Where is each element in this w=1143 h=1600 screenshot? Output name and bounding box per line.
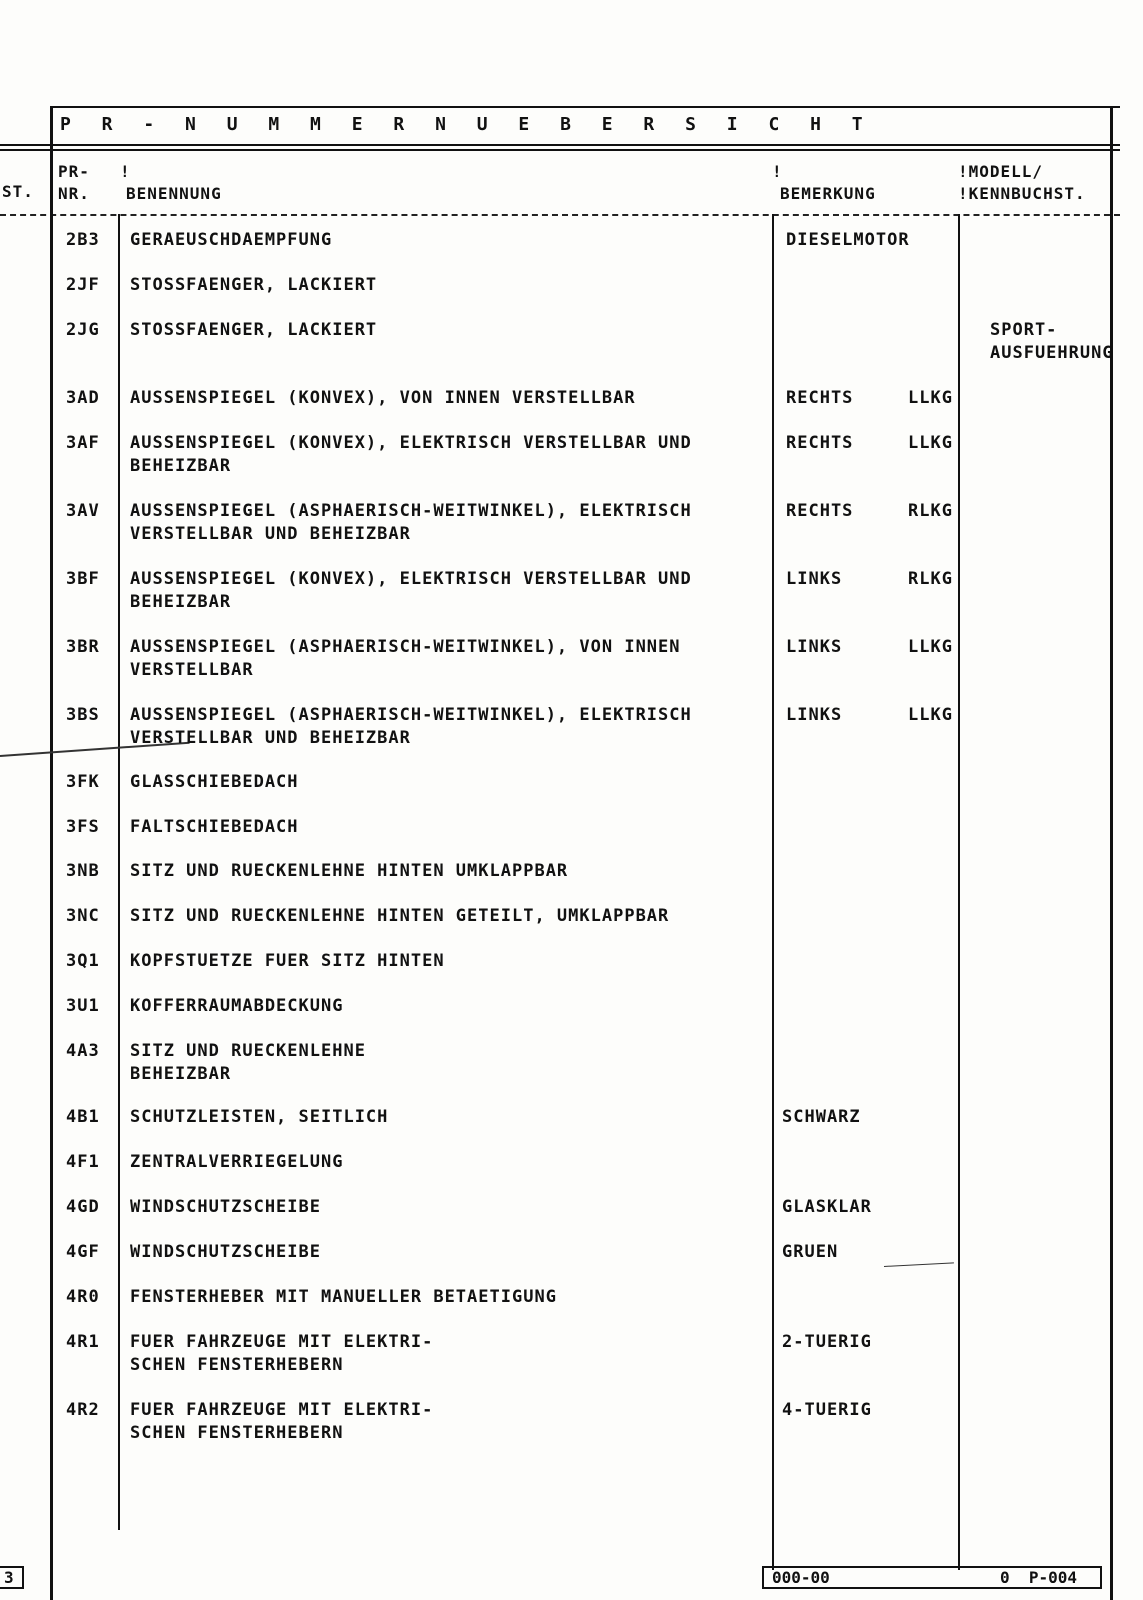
- row-name: FUER FAHRZEUGE MIT ELEKTRI- SCHEN FENSTERHEBERN: [130, 1332, 434, 1375]
- row-name: FUER FAHRZEUGE MIT ELEKTRI- SCHEN FENSTERHEBERN: [130, 1400, 434, 1443]
- header-remark: BEMERKUNG: [780, 184, 876, 203]
- row-name: WINDSCHUTZSCHEIBE: [130, 1242, 321, 1262]
- header-model-line1: !MODELL/: [958, 162, 1044, 181]
- row-remark: GLASKLAR: [782, 1197, 872, 1217]
- row-code: 3BR: [66, 637, 100, 657]
- row-name: SITZ UND RUECKENLEHNE HINTEN UMKLAPPBAR: [130, 861, 569, 881]
- left-column-stub: ST.: [2, 182, 34, 201]
- row-remark: LINKS: [786, 705, 843, 725]
- row-side-code: RLKG: [908, 501, 953, 521]
- header-name-mark: !: [120, 162, 131, 181]
- row-remark: 2-TUERIG: [782, 1332, 872, 1352]
- row-name: GLASSCHIEBEDACH: [130, 772, 299, 792]
- row-name: SITZ UND RUECKENLEHNE HINTEN GETEILT, UMKLAPPBAR: [130, 906, 670, 926]
- row-side-code: LLKG: [908, 388, 953, 408]
- row-name: WINDSCHUTZSCHEIBE: [130, 1197, 321, 1217]
- row-code: 3AF: [66, 433, 100, 453]
- row-side-code: LLKG: [908, 705, 953, 725]
- row-name: AUSSENSPIEGEL (ASPHAERISCH-WEITWINKEL), ELEKTRISCH VERSTELLBAR UND BEHEIZBAR: [130, 705, 692, 748]
- row-code: 3FS: [66, 817, 100, 837]
- row-code: 4R0: [66, 1287, 100, 1307]
- row-name: AUSSENSPIEGEL (KONVEX), VON INNEN VERSTELLBAR: [130, 388, 636, 408]
- scan-stray-mark: [884, 1262, 954, 1267]
- column-divider-name: [118, 214, 120, 1530]
- header-code-line2: NR.: [58, 184, 90, 203]
- row-code: 4A3: [66, 1041, 100, 1061]
- header-remark-mark: !: [772, 162, 783, 181]
- header-dashed-rule: [0, 214, 1120, 216]
- row-code: 2JG: [66, 320, 100, 340]
- row-code: 3AV: [66, 501, 100, 521]
- row-side-code: RLKG: [908, 569, 953, 589]
- row-code: 2JF: [66, 275, 100, 295]
- row-remark: 4-TUERIG: [782, 1400, 872, 1420]
- row-code: 3BF: [66, 569, 100, 589]
- header-rule-upper: [0, 144, 1120, 146]
- row-name: FENSTERHEBER MIT MANUELLER BETAETIGUNG: [130, 1287, 557, 1307]
- row-name: AUSSENSPIEGEL (KONVEX), ELEKTRISCH VERSTELLBAR UND BEHEIZBAR: [130, 433, 692, 476]
- row-remark: LINKS: [786, 569, 843, 589]
- row-name: AUSSENSPIEGEL (KONVEX), ELEKTRISCH VERSTELLBAR UND BEHEIZBAR: [130, 569, 692, 612]
- row-name: GERAEUSCHDAEMPFUNG: [130, 230, 333, 250]
- column-divider-outer: [50, 106, 53, 1600]
- header-model-line2: !KENNBUCHST.: [958, 184, 1086, 203]
- row-name: AUSSENSPIEGEL (ASPHAERISCH-WEITWINKEL), VON INNEN VERSTELLBAR: [130, 637, 681, 680]
- top-rule: [50, 106, 1120, 108]
- header-code-line1: PR-: [58, 162, 90, 181]
- row-code: 4R1: [66, 1332, 100, 1352]
- row-name: KOFFERRAUMABDECKUNG: [130, 996, 344, 1016]
- row-model: SPORT- AUSFUEHRUNG: [990, 320, 1114, 363]
- page-title: P R - N U M M E R N U E B E R S I C H T: [60, 114, 873, 135]
- row-name: SCHUTZLEISTEN, SEITLICH: [130, 1107, 389, 1127]
- footer-page-number: 0 P-004: [1000, 1568, 1078, 1587]
- column-divider-remark: [772, 214, 774, 1570]
- row-code: 4GF: [66, 1242, 100, 1262]
- row-side-code: LLKG: [908, 433, 953, 453]
- row-code: 3U1: [66, 996, 100, 1016]
- footer-left-box: 3: [0, 1566, 24, 1589]
- row-remark: RECHTS: [786, 501, 854, 521]
- row-code: 3Q1: [66, 951, 100, 971]
- row-code: 4GD: [66, 1197, 100, 1217]
- row-remark: GRUEN: [782, 1242, 839, 1262]
- row-code: 4R2: [66, 1400, 100, 1420]
- column-divider-model: [958, 214, 960, 1570]
- row-code: 4B1: [66, 1107, 100, 1127]
- row-code: 3AD: [66, 388, 100, 408]
- row-name: SITZ UND RUECKENLEHNE BEHEIZBAR: [130, 1041, 366, 1084]
- row-code: 3NB: [66, 861, 100, 881]
- row-name: STOSSFAENGER, LACKIERT: [130, 320, 378, 340]
- row-name: FALTSCHIEBEDACH: [130, 817, 299, 837]
- row-remark: SCHWARZ: [782, 1107, 861, 1127]
- row-code: 4F1: [66, 1152, 100, 1172]
- row-code: 3NC: [66, 906, 100, 926]
- header-name: BENENNUNG: [126, 184, 222, 203]
- row-remark: RECHTS: [786, 433, 854, 453]
- row-remark: RECHTS: [786, 388, 854, 408]
- row-name: AUSSENSPIEGEL (ASPHAERISCH-WEITWINKEL), ELEKTRISCH VERSTELLBAR UND BEHEIZBAR: [130, 501, 692, 544]
- row-code: 3BS: [66, 705, 100, 725]
- row-code: 2B3: [66, 230, 100, 250]
- row-remark: DIESELMOTOR: [786, 230, 910, 250]
- row-name: ZENTRALVERRIEGELUNG: [130, 1152, 344, 1172]
- row-name: KOPFSTUETZE FUER SITZ HINTEN: [130, 951, 445, 971]
- row-code: 3FK: [66, 772, 100, 792]
- row-remark: LINKS: [786, 637, 843, 657]
- footer-reference: 000-00: [762, 1566, 1102, 1589]
- row-name: STOSSFAENGER, LACKIERT: [130, 275, 378, 295]
- header-rule-lower: [0, 149, 1120, 151]
- row-side-code: LLKG: [908, 637, 953, 657]
